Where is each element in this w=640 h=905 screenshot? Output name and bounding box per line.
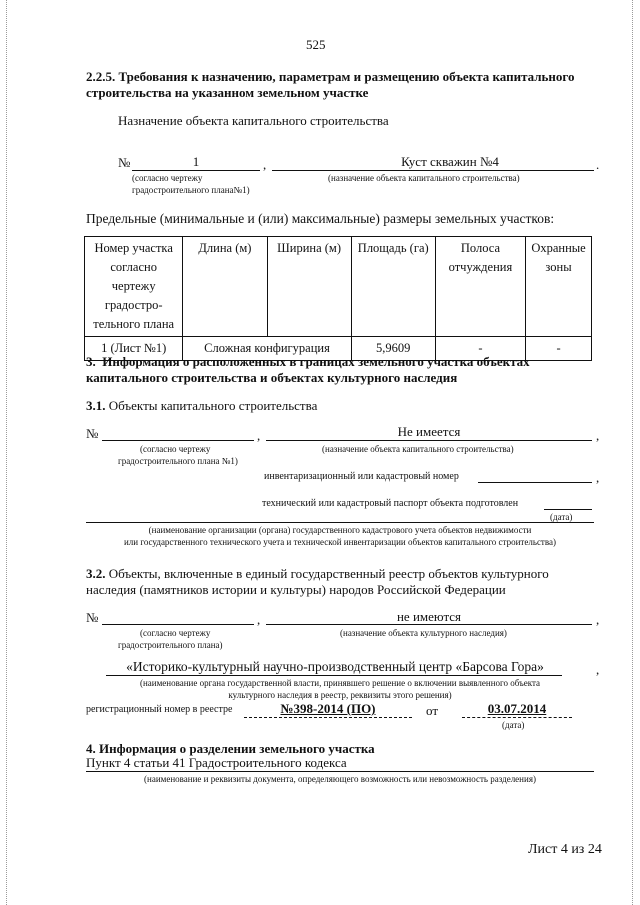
plot-table-header-zones xyxy=(526,237,592,337)
section-31-caption-purpose: (назначение объекта капитального строительства) xyxy=(322,444,514,454)
section-4-value: Пункт 4 статьи 41 Градостроительного кодекса xyxy=(86,755,347,770)
header-number-line: тельного плана xyxy=(93,317,175,331)
section-4-title: 4. Информация о разделении земельного участка xyxy=(86,741,375,756)
section-3-title-line1: 3. Информация о расположенных в границах земельного участка объектах xyxy=(86,354,530,369)
section-225-caption-no-1: (согласно чертежу xyxy=(132,173,203,183)
limits-heading: Предельные (минимальные и (или) максимальные) размеры земельных участков: xyxy=(86,211,555,226)
reg-value: №398-2014 (ПО) xyxy=(280,701,376,716)
plot-row-strip: - xyxy=(435,337,525,361)
header-number-line: градостро- xyxy=(104,298,163,312)
section-31-caption-no-2: градостроительного плана №1) xyxy=(118,456,238,466)
org-caption-2: или государственного технического учета и технической инвентаризации объектов капитального строительства) xyxy=(123,537,556,547)
plot-table-header-strip xyxy=(435,237,525,337)
passport-date-caption: (дата) xyxy=(550,512,573,522)
header-number-line: Номер участка xyxy=(94,241,173,255)
reg-line xyxy=(244,717,412,718)
plot-row-number: 1 (Лист №1) xyxy=(85,337,183,361)
section-32-title-line1 xyxy=(86,566,594,582)
right-scan-edge xyxy=(632,0,633,905)
passport-date-line xyxy=(544,509,592,510)
plot-size-table xyxy=(84,236,592,361)
section-32-number: 3.2. xyxy=(86,566,106,581)
plot-table-header-width: Ширина (м) xyxy=(267,237,351,337)
section-31-title xyxy=(86,398,317,414)
header-zones-line: зоны xyxy=(545,260,572,274)
section-225-purpose-line xyxy=(272,170,594,171)
authority-line xyxy=(106,675,562,676)
section-225-title-line1: 2.2.5. Требования к назначению, параметрам и размещению объекта капитального xyxy=(86,69,575,84)
section-31-comma: , xyxy=(257,428,261,443)
org-line xyxy=(86,522,594,523)
header-strip-line: Полоса xyxy=(460,241,501,255)
section-225-no-value: 1 xyxy=(192,154,200,169)
header-zones-line: Охранные xyxy=(531,241,586,255)
inventory-line xyxy=(478,482,592,483)
section-225-no-line xyxy=(132,170,260,171)
plot-row-area: 5,9609 xyxy=(351,337,435,361)
authority-caption-1: (наименование органа государственной власти, принявшего решение о включении выявленного объекта xyxy=(139,678,541,688)
section-32-no-line xyxy=(102,624,254,625)
sheet-counter: Лист 4 из 24 xyxy=(528,842,602,857)
section-225-caption-purpose: (назначение объекта капитального строительства) xyxy=(328,173,520,183)
section-32-caption-no-1: (согласно чертежу xyxy=(140,628,211,638)
section-31-purpose-value: Не имеется xyxy=(397,424,461,439)
section-32-no-label: № xyxy=(86,610,99,625)
reg-date-value: 03.07.2014 xyxy=(487,701,547,716)
section-31-no-line xyxy=(102,440,254,441)
section-31-no-label: № xyxy=(86,426,99,441)
page-number: 525 xyxy=(306,37,326,52)
section-32-caption-purpose: (назначение объекта культурного наследия) xyxy=(340,628,507,638)
reg-date-line xyxy=(462,717,572,718)
section-4-line xyxy=(86,771,594,772)
section-31-caption-no-1: (согласно чертежу xyxy=(140,444,211,454)
left-scan-edge xyxy=(6,0,7,905)
inventory-comma: , xyxy=(596,470,600,485)
header-number-line: согласно чертежу xyxy=(110,260,157,293)
section-225-no-label: № xyxy=(118,155,131,170)
authority-comma: , xyxy=(596,662,600,677)
section-32-comma-end: , xyxy=(596,612,600,627)
section-32-text-1: Объекты, включенные в единый государственный реестр объектов культурного xyxy=(105,566,549,581)
section-31-comma-end: , xyxy=(596,428,600,443)
section-31-text: Объекты капитального строительства xyxy=(105,398,318,413)
plot-row-zones: - xyxy=(526,337,592,361)
section-32-comma: , xyxy=(257,612,261,627)
section-225-title-line2: строительства на указанном земельном участке xyxy=(86,85,369,100)
section-225-comma: , xyxy=(263,157,267,172)
reg-label: регистрационный номер в реестре xyxy=(86,704,233,715)
passport-label: технический или кадастровый паспорт объекта подготовлен xyxy=(262,498,519,509)
authority-value: «Историко-культурный научно-производственный центр «Барсова Гора» xyxy=(126,659,544,674)
section-225-purpose-value: Куст скважин №4 xyxy=(401,154,499,169)
plot-table-header-area: Площадь (га) xyxy=(351,237,435,337)
inventory-label: инвентаризационный или кадастровый номер xyxy=(264,471,459,482)
section-225-subtitle: Назначение объекта капитального строительства xyxy=(118,113,389,128)
plot-table-header-row xyxy=(85,237,592,337)
section-4-caption: (наименование и реквизиты документа, определяющего возможность или невозможность разделения) xyxy=(144,774,536,784)
reg-from-label: от xyxy=(426,703,439,718)
plot-row-dimensions: Сложная конфигурация xyxy=(183,337,351,361)
section-31-purpose-line xyxy=(266,440,592,441)
plot-table-header-length: Длина (м) xyxy=(183,237,267,337)
section-31-number: 3.1. xyxy=(86,398,106,413)
authority-caption-2: культурного наследия в реестр, реквизиты этого решения) xyxy=(228,690,452,700)
reg-date-caption: (дата) xyxy=(502,720,525,730)
section-225-dot: . xyxy=(596,157,600,172)
section-32-purpose-value: не имеются xyxy=(396,609,462,624)
org-caption-1: (наименование организации (органа) государственного кадастрового учета объектов недвижимости xyxy=(148,525,532,535)
section-3-title-line2: капитального строительства и объектах культурного наследия xyxy=(86,370,458,385)
header-strip-line: отчуждения xyxy=(448,260,513,274)
section-32-title-line2: наследия (памятников истории и культуры) народов Российской Федерации xyxy=(86,582,506,597)
section-32-caption-no-2: градостроительного плана) xyxy=(118,640,223,650)
plot-table-header-number xyxy=(85,237,183,337)
section-225-caption-no-2: градостроительного плана№1) xyxy=(132,185,250,195)
